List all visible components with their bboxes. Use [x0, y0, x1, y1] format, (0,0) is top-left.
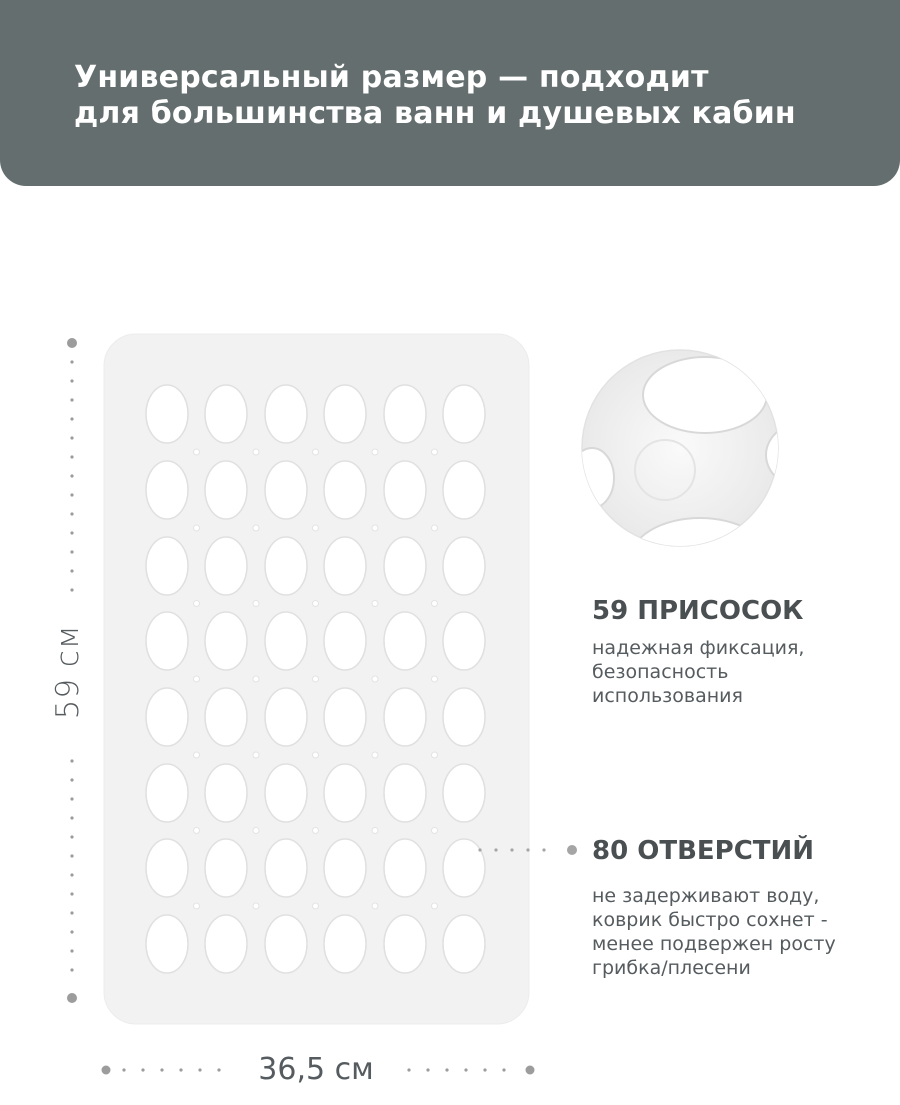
mat-small-hole — [372, 601, 378, 607]
mat-hole — [443, 688, 485, 746]
mat-hole — [324, 688, 366, 746]
dimension-dot — [407, 1068, 410, 1071]
mat-small-hole — [313, 676, 319, 682]
mat-hole — [205, 461, 247, 519]
mat-hole — [384, 537, 426, 595]
feature-holes-desc-line: менее подвержен росту — [592, 933, 836, 955]
mat-hole — [265, 612, 307, 670]
dimension-dot — [70, 379, 73, 382]
mat-hole — [443, 839, 485, 897]
mat-small-hole — [313, 903, 319, 909]
mat-hole — [205, 612, 247, 670]
feature-drain-holes — [592, 836, 836, 980]
dimension-dot — [70, 474, 73, 477]
mat-small-hole — [432, 903, 438, 909]
mat-hole — [146, 839, 188, 897]
dimension-dot — [70, 531, 73, 534]
mat-small-hole — [253, 752, 259, 758]
dimension-dot — [70, 398, 73, 401]
mat-hole — [146, 688, 188, 746]
mat-small-hole — [432, 676, 438, 682]
dimension-dot — [70, 835, 73, 838]
dimension-dot — [70, 569, 73, 572]
dimension-dot — [70, 854, 73, 857]
mat-hole — [324, 839, 366, 897]
mat-hole — [384, 764, 426, 822]
dimension-dot — [160, 1068, 163, 1071]
mat-hole — [324, 537, 366, 595]
dimension-dot — [483, 1068, 486, 1071]
mat-hole — [205, 915, 247, 973]
mat-small-hole — [194, 525, 200, 531]
feature-holes-title: 80 ОТВЕРСТИЙ — [592, 836, 815, 866]
mat-small-hole — [432, 525, 438, 531]
dimension-dot — [217, 1068, 220, 1071]
mat-hole — [384, 839, 426, 897]
mat-hole — [443, 461, 485, 519]
mat-hole — [324, 612, 366, 670]
mat-small-hole — [372, 525, 378, 531]
mat-small-hole — [313, 828, 319, 834]
feature-holes-description — [592, 884, 836, 980]
leader-dot — [542, 848, 545, 851]
dimension-dot — [70, 493, 73, 496]
mat-small-hole — [432, 752, 438, 758]
mat-hole — [265, 839, 307, 897]
dimension-dot — [70, 455, 73, 458]
mat-small-hole — [253, 676, 259, 682]
title-line-2: для большинства ванн и душевых кабин — [74, 96, 796, 131]
feature-holes-desc-line: грибка/плесени — [592, 957, 751, 979]
dimension-dot — [464, 1068, 467, 1071]
mat-hole — [205, 385, 247, 443]
mat-hole — [205, 764, 247, 822]
mat-hole — [443, 537, 485, 595]
feature-suction-title: 59 ПРИСОСОК — [592, 596, 804, 626]
mat-hole — [384, 688, 426, 746]
leader-dot — [510, 848, 513, 851]
mat-hole — [443, 612, 485, 670]
width-dimension-label: 36,5 см — [258, 1052, 374, 1087]
dimension-dot — [70, 759, 73, 762]
mat-hole — [146, 764, 188, 822]
mat-hole — [265, 537, 307, 595]
mat-small-hole — [194, 601, 200, 607]
mat-hole — [443, 764, 485, 822]
mat-hole — [146, 612, 188, 670]
mat-small-hole — [372, 828, 378, 834]
dimension-dot — [70, 797, 73, 800]
dimension-dot — [70, 436, 73, 439]
mat-hole — [384, 612, 426, 670]
suction-cup-closeup — [570, 350, 850, 602]
mat-hole — [384, 461, 426, 519]
mat-hole — [324, 385, 366, 443]
mat-hole — [384, 385, 426, 443]
dimension-dot — [70, 911, 73, 914]
mat-hole — [265, 385, 307, 443]
mat-hole — [265, 461, 307, 519]
mat-hole — [443, 385, 485, 443]
mat-hole — [146, 537, 188, 595]
mat-hole — [265, 915, 307, 973]
mat-hole — [384, 915, 426, 973]
mat-small-hole — [194, 828, 200, 834]
dimension-dot — [70, 550, 73, 553]
mat-hole — [146, 385, 188, 443]
feature-suction-description — [592, 636, 804, 708]
dimension-dot — [179, 1068, 182, 1071]
mat-hole — [265, 764, 307, 822]
mat-small-hole — [253, 828, 259, 834]
dimension-dot — [198, 1068, 201, 1071]
mat-hole — [205, 688, 247, 746]
dimension-dot — [502, 1068, 505, 1071]
dimension-dot — [70, 949, 73, 952]
mat-small-hole — [313, 601, 319, 607]
mat-small-hole — [313, 525, 319, 531]
mat-small-hole — [313, 449, 319, 455]
height-dimension-label: 59 см — [50, 624, 86, 720]
mat-small-hole — [194, 903, 200, 909]
dimension-dot — [445, 1068, 448, 1071]
leader-dot — [494, 848, 497, 851]
mat-hole — [146, 915, 188, 973]
feature-suction-desc-line: использования — [592, 685, 743, 707]
dimension-dot — [70, 360, 73, 363]
mat-small-hole — [372, 449, 378, 455]
feature-suction-desc-line: безопасность — [592, 661, 729, 683]
leader-dot — [478, 848, 481, 851]
dimension-dot — [122, 1068, 125, 1071]
mat-hole — [146, 461, 188, 519]
mat-small-hole — [372, 676, 378, 682]
feature-suction-desc-line: надежная фиксация, — [592, 637, 805, 659]
feature-holes-desc-line: коврик быстро сохнет - — [592, 909, 828, 931]
mat-hole — [205, 537, 247, 595]
mat-small-hole — [253, 525, 259, 531]
mat-hole — [205, 839, 247, 897]
mat-hole — [265, 688, 307, 746]
leader-dot — [526, 848, 529, 851]
dimension-dot — [70, 512, 73, 515]
dimension-dot — [70, 892, 73, 895]
mat-small-hole — [253, 449, 259, 455]
mat-small-hole — [194, 752, 200, 758]
dimension-dot — [70, 778, 73, 781]
dimension-dot — [141, 1068, 144, 1071]
dimension-dot — [70, 588, 73, 591]
bath-mat — [104, 334, 529, 1024]
mat-small-hole — [194, 676, 200, 682]
mat-small-hole — [194, 449, 200, 455]
mat-hole — [324, 461, 366, 519]
mat-hole — [324, 764, 366, 822]
dimension-dot — [70, 873, 73, 876]
mat-small-hole — [432, 449, 438, 455]
mat-small-hole — [253, 903, 259, 909]
title-line-1: Универсальный размер — подходит — [74, 60, 709, 95]
dimension-dot — [70, 930, 73, 933]
mat-small-hole — [372, 903, 378, 909]
mat-hole — [324, 915, 366, 973]
mat-small-hole — [313, 752, 319, 758]
feature-suction-cups — [592, 596, 804, 708]
dimension-dot — [70, 417, 73, 420]
dimension-dot — [426, 1068, 429, 1071]
mat-hole — [443, 915, 485, 973]
mat-small-hole — [253, 601, 259, 607]
mat-small-hole — [432, 828, 438, 834]
feature-holes-desc-line: не задерживают воду, — [592, 885, 820, 907]
dimension-dot — [70, 968, 73, 971]
mat-small-hole — [372, 752, 378, 758]
dimension-dot — [70, 816, 73, 819]
mat-small-hole — [432, 601, 438, 607]
